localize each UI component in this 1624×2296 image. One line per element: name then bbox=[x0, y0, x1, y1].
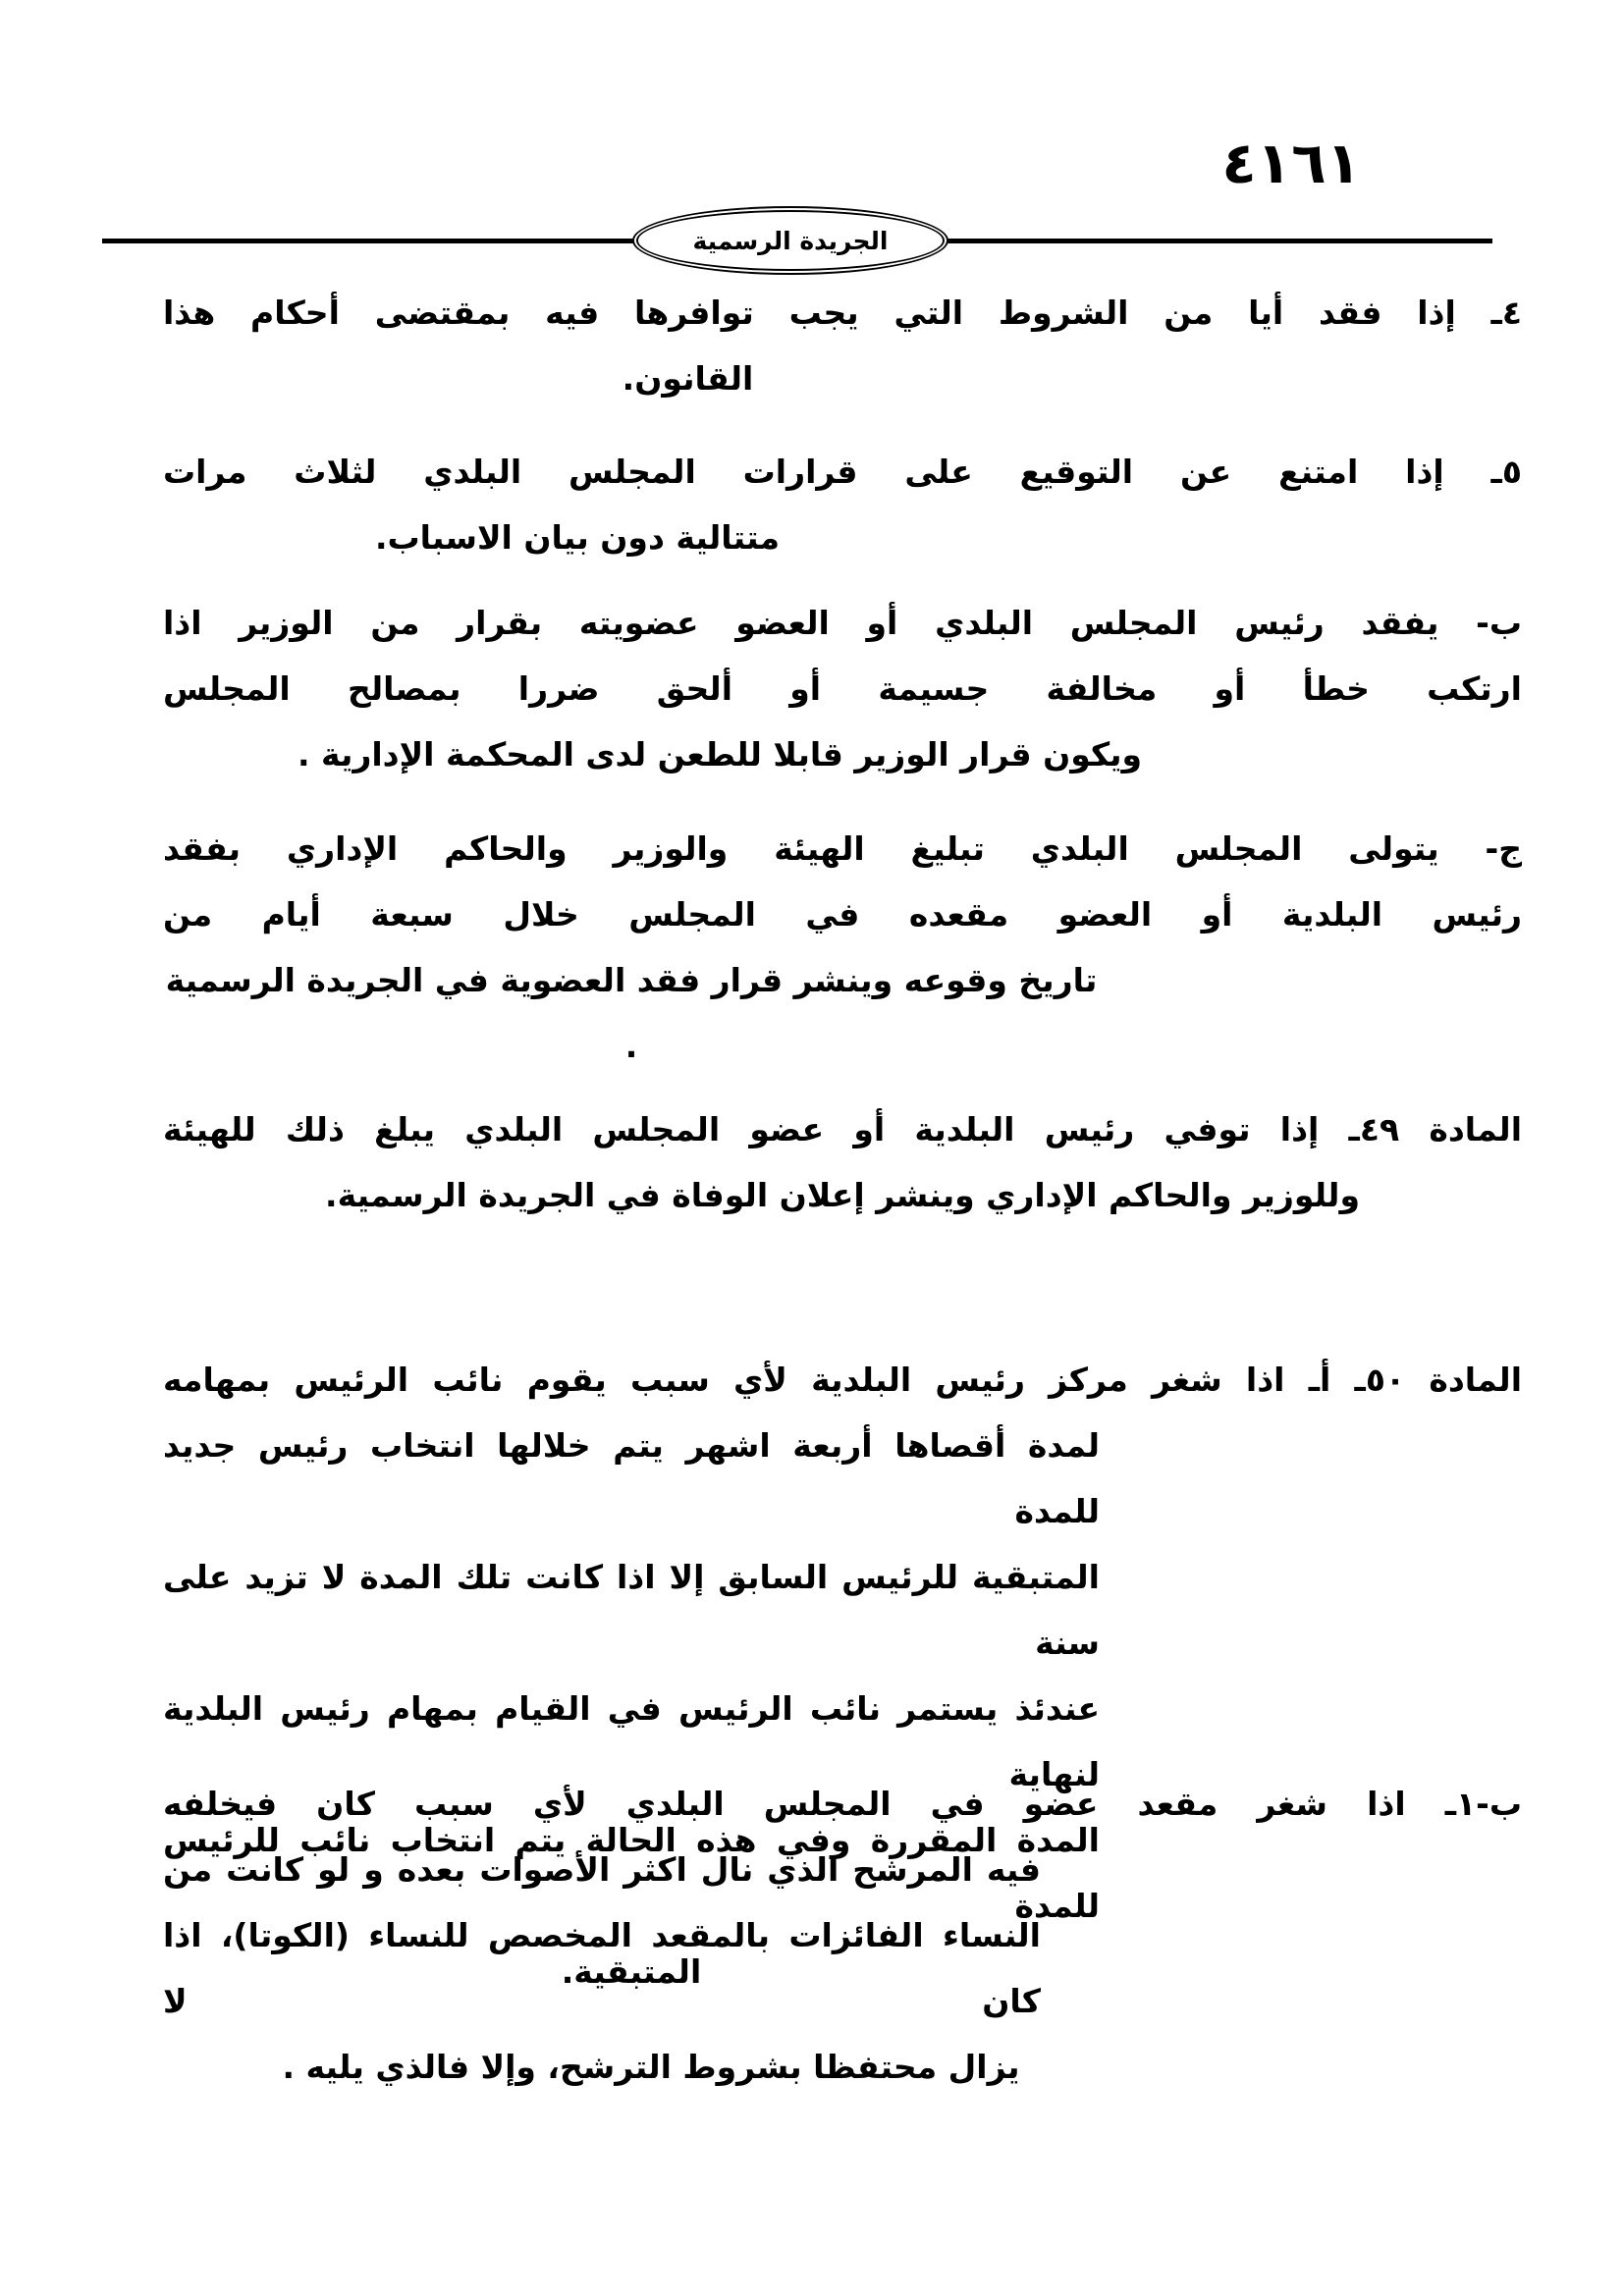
text-line: المتبقية للرئيس السابق إلا اذا كانت تلك المدة لا تزيد على سنة bbox=[163, 1558, 1100, 1662]
paragraph-item-j bbox=[163, 816, 1522, 1079]
paragraph-item-b1 bbox=[163, 1771, 1522, 2100]
text-line: ٤ـ إذا فقد أيا من الشروط التي يجب توافرها فيه بمقتضى أحكام هذا bbox=[163, 294, 1522, 332]
text-line: تاريخ وقوعه وينشر قرار فقد العضوية في الجريدة الرسمية . bbox=[165, 961, 1098, 1065]
text-line: المتبقية. bbox=[561, 1952, 702, 1991]
paragraph-item-4 bbox=[163, 280, 1522, 411]
paragraph-item-5 bbox=[163, 439, 1522, 570]
page-number: ٤١٦١ bbox=[1221, 130, 1361, 196]
text-line: ب-١ـ اذا شغر مقعد عضو في المجلس البلدي لأي سبب كان فيخلفه bbox=[163, 1785, 1522, 1823]
text-line: ويكون قرار الوزير قابلا للطعن لدى المحكمة الإدارية . bbox=[297, 735, 1143, 774]
text-line: ج- يتولى المجلس البلدي تبليغ الهيئة والوزير والحاكم الإداري بفقد bbox=[163, 829, 1522, 868]
text-line: متتالية دون بيان الاسباب. bbox=[374, 518, 781, 557]
text-line: المادة ٥٠ـ أـ اذا شغر مركز رئيس البلدية لأي سبب يقوم نائب الرئيس بمهامه bbox=[163, 1361, 1523, 1399]
header-banner bbox=[632, 206, 948, 275]
text-line: عندئذ يستمر نائب الرئيس في القيام بمهام رئيس البلدية لنهاية bbox=[163, 1689, 1100, 1793]
text-line: القانون. bbox=[622, 359, 754, 398]
paragraph-item-b bbox=[163, 590, 1522, 787]
text-line: المدة المقررة وفي هذه الحالة يتم انتخاب نائب للرئيس للمدة bbox=[163, 1821, 1100, 1925]
text-line: النساء الفائزات بالمقعد المخصص للنساء (الكوتا)، اذا كان لا bbox=[163, 1916, 1041, 2020]
text-line: فيه المرشح الذي نال اكثر الأصوات بعده و لو كانت من bbox=[163, 1850, 1041, 1889]
text-line: رئيس البلدية أو العضو مقعده في المجلس خلال سبعة أيام من bbox=[163, 895, 1522, 934]
text-line: ٥ـ إذا امتنع عن التوقيع على قرارات المجلس البلدي لثلاث مرات bbox=[163, 453, 1522, 491]
text-line: يزال محتفظا بشروط الترشح، وإلا فالذي يليه . bbox=[282, 2048, 1020, 2086]
text-line: وللوزير والحاكم الإداري وينشر إعلان الوفاة في الجريدة الرسمية. bbox=[325, 1176, 1360, 1214]
text-line: ب- يفقد رئيس المجلس البلدي أو العضو عضويته بقرار من الوزير اذا bbox=[163, 604, 1522, 642]
header-banner-text: الجريدة الرسمية bbox=[692, 226, 889, 255]
text-line: لمدة أقصاها أربعة اشهر يتم خلالها انتخاب رئيس جديد للمدة bbox=[163, 1426, 1100, 1530]
text-line: المادة ٤٩ـ إذا توفي رئيس البلدية أو عضو المجلس البلدي يبلغ ذلك للهيئة bbox=[163, 1110, 1523, 1148]
paragraph-article-49 bbox=[163, 1096, 1522, 1228]
text-line: ارتكب خطأ أو مخالفة جسيمة أو ألحق ضررا بمصالح المجلس bbox=[163, 669, 1522, 708]
